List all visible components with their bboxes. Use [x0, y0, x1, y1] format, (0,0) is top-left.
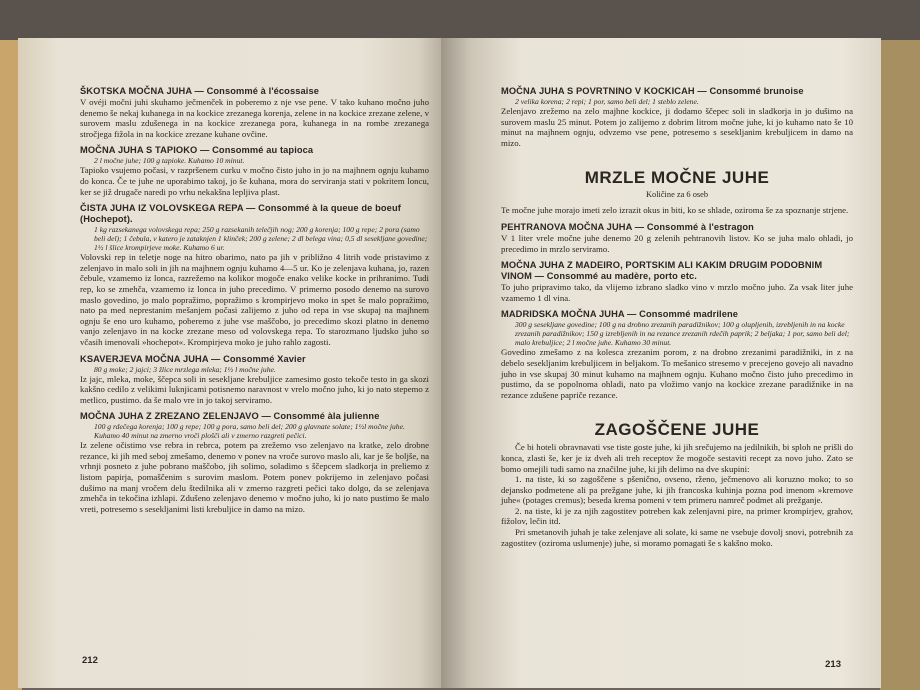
recipe-body: V ovéji močni juhi skuhamo ječmenček in poberemo z nje vse pene. V tako kuhano močno juho denemo še nekaj kuhanega in na kockice zrezanega korenja, zelene in na kockice zrezane zelene, v surovem maslu zdušenega in na kockice zrezanega pora, kuhanega in na rombe zrezanega stročjega fižola in na kockice zrezane kuhane ovčine. [80, 97, 429, 139]
recipe-body: Govedino zmešamo z na kolesca zrezanim porom, z na drobno zrezanimi paradižniki, in z na debelo sesekljanim krebuljicem in beljakom. To mešanico stresemo v precejeno govejo ali navadno juho in vse skupaj 30 minut kuhamo na majhnem ognju. Kuhano močno čisto juho precedimo in pustimo, da se popolnoma ohladi, nato pa vložimo vanjo na kockice zrezane paradižnike in na rezance zdušene papriče rezance. [501, 347, 853, 400]
recipe-body: V 1 liter vrele močne juhe denemo 20 g zelenih pehtranovih listov. Ko se juha malo ohladi, jo precedimo in mrzlo serviramo. [501, 232, 853, 254]
chapter-paragraph: Pri smetanovih juhah je take zelenjave ali solate, ki same ne vsebuje dovolj snovi, potrebnih za zagostitev (oziroma uslumenje) juhe, si moramo pomagati še s kakšno moko. [501, 527, 853, 548]
recipe-section [501, 260, 853, 303]
chapter-paragraph: Če bi hoteli obravnavati vse tiste goste juhe, ki jih srečujemo na jedilnikih, bi sploh ne prišli do konca, zlasti še, ker je iz dveh ali treh receptov že mogoče sestaviti recept za novo juho. Zato se bomo omejili tudi samo na značilne juhe, ki jih delimo na dve skupini: [501, 442, 853, 474]
recipe-section [501, 86, 853, 148]
recipe-ingredients: 100 g rdečega korenja; 100 g repe; 100 g pora, samo beli del; 200 g glavnate solate; 1½l močne juhe. Kuhamo 40 minut na zmerno vroči plošči ali v zmerno razgreti pečici. [94, 422, 405, 441]
recipe-section [80, 354, 429, 406]
recipe-section [501, 309, 853, 400]
recipe-body: Tapioko vsujemo počasi, v razpršenem curku v močno čisto juho in jo na majhnem ognju kuhamo do konca. Če te juhe ne uporabimo takoj, jo še kuhana, mora do serviranja stati v pokritem loncu, ker se již drugače naredi po vrhu nekakšna lepljiva plast. [80, 165, 429, 197]
recipe-heading: MOČNA JUHA S POVRTNINO V KOCKICAH — Consommé brunoise [501, 86, 804, 96]
recipe-section [501, 222, 853, 254]
chapter-title: ZAGOŠČENE JUHE [594, 420, 760, 440]
recipe-ingredients: 1 kg razsekanega volovskega repa; 250 g razsekanih telečjih nog; 200 g korenja; 100 g repe; 2 pora (samo beli del); 1 čebula, v katero je zataknjen 1 klinček; 200 g zelene; 2 dl belega vina; 0,5 dl sesekljane govedine; 1½ l šlice krompirjeve moke. Kuhamo 6 ur. [94, 225, 428, 253]
right-page [441, 38, 881, 688]
chapter-intro: Te močne juhe morajo imeti zelo izrazit okus in biti, ko se shlade, oziroma še za spoznanje strjene. [501, 205, 849, 216]
recipe-body: Volovski rep in teletje noge na hitro obarimo, nato pa jih v približno 4 litrih vode pristavimo z zelenjavo in malo soli in jih na majhnem ognju kuhamo 4—5 ur. Ko je zelenjava kuhana, jo, razen čebule, vzamemo iz lonca, razrežemo na kolikor mogoče enako velike kocke in prihranimo. Tudi rep, ko se zmehča, vzamemo iz lonca in juho precedimo. V primerno posodo denemo na surovo maslo govedino, jo malo popražimo, popražimo s krompirjevo moko in spet še malo popražimo, nato pa med neprestanim mešanjem počasi zalijemo z juho od repa in vse skupaj na majhnem ognju še eno uro kuhamo, poberemo z juhe vse maščobo, jo precedimo skozi platno in denemo vanjo zelenjavo in na kocke zrezane meso od volovskega repa. To starozmano ljudsko juho so včasih imenovali »hochepot«. Krompirjeva moko je juho rahlo zagosti. [80, 252, 429, 347]
recipe-ingredients: 2 l močne juhe; 100 g tapioke. Kuhamo 10 minut. [94, 156, 245, 166]
recipe-body: Zelenjavo zrežemo na zelo majhne kockice, ji dodamo ščepec soli in sladkorja in jo dušimo na surovem maslu 25 minut. Potem jo zalijemo z dobrim litrom močne juhe, ki jo kuhamo nato še 10 minut na majhnem ognju, odvzemo vse pene, potresemo s sesekljanim krebuljicem in damo na mizo. [501, 106, 853, 148]
recipe-body: Iz jajc, mleka, moke, ščepca soli in sesekljane krebuljice zamesimo gosto tekoče testo in ga skozi kakšno cedilo z velikimi luknjicami potisnemo naravnost v vrelo močno juho, ki jo nato stepemo z metlico, pustimo. da še malo vre in jo takoj serviramo. [80, 373, 429, 405]
chapter-subtitle: Količine za 6 oseb [645, 190, 709, 200]
recipe-heading: KSAVERJEVA MOČNA JUHA — Consommé Xavier [80, 353, 306, 364]
chapter-paragraph: 1. na tiste, ki so zagoščene s pšenično, ovseno, rženo, ječmenovo ali koruzno moko; to so dejansko podmetene ali pa prežgane juhe, ki jih francoska kuhinja pozna pod imenom »kremove juhe« (potages cremus); beseda krema pomeni v tem primeru namreč podmet ali prežganje. [501, 474, 853, 506]
recipe-section [80, 145, 429, 197]
recipe-heading: MOČNA JUHA Z MADEIRO, PORTSKIM ALI KAKIM DRUGIM PODOBNIM VINOM — Consommé au madère, porto etc. [501, 260, 823, 282]
left-page [18, 38, 443, 688]
chapter-title: MRZLE MOČNE JUHE [584, 168, 770, 188]
recipe-heading: MADRIDSKA MOČNA JUHA — Consommé madrilene [501, 309, 739, 320]
recipe-heading: MOČNA JUHA Z ZREZANO ZELENJAVO — Consommé àla julienne [80, 411, 380, 422]
recipe-ingredients: 2 velika korena; 2 repi; 1 por, samo beli del; 1 steblo zelene. [515, 97, 699, 106]
recipe-body: To juho pripravimo tako, da vlijemo izbrano sladko vino v mrzlo močno juho. Za vsak liter juhe vzamemo 1 dl vina. [501, 282, 853, 303]
recipe-section [80, 203, 429, 347]
recipe-heading: PEHTRANOVA MOČNA JUHA — Consommé à l'estragon [501, 221, 754, 232]
recipe-ingredients: 300 g sesekljane govedine; 100 g na drobno zrezanih paradižnikov; 100 g olupljenih, izrebljenih in na kocke zrezanih paradižnikov; 150 g izrebljenih in na rezance zrezanih rdečih paprik; 2 beljaka; 1 por, samo beli del; malo krebuljice; 2 l močne juhe. Kuhamo 30 minut. [515, 320, 850, 348]
page-number: 212 [82, 655, 98, 666]
recipe-heading: MOČNA JUHA S TAPIOKO — Consommé au tapioca [80, 145, 314, 156]
page-number: 213 [825, 659, 841, 670]
recipe-section [80, 411, 429, 514]
recipe-heading: ČISTA JUHA IZ VOLOVSKEGA REPA — Consommé à la queue de boeuf (Hochepot). [80, 203, 401, 225]
recipe-heading: ŠKOTSKA MOČNA JUHA — Consommé à l'écossaise [80, 86, 319, 96]
chapter-paragraph: 2. na tiste, ki je za njih zagostitev potreben kak zelenjavni pire, na primer krompirjev, grahov, fižolov, lečin itd. [501, 505, 853, 527]
recipe-section [80, 86, 429, 139]
background-top [0, 0, 920, 40]
book-cover-right-edge [880, 40, 920, 690]
recipe-ingredients: 80 g moke; 2 jajci; 3 žlice mrzlega mleka; 1½ l močne juhe. [94, 364, 276, 374]
recipe-body: Iz zelene očistimo vse rebra in rebrca, potem pa zrežemo vso zelenjavo na kratke, zelo drobne rezance, ki jih med seboj zmešamo, denemo v ponev na vroče surovo maslo ali, kar je še boljše, na vrhnji posneto z juhe pobrano maščobo, jih solimo, soladimo s ščepcem sladkorja in preliemo z listom papirja, pomaščenim s surovim maslom. Potem ponev pokrijemo in zelenjavo počasi dušimo na manj vročem delu štedilnika ali v zmerno razgreti pečici tako dolgo, da se zelenjava zmehča in tekočina izhlapi. Zdušeno zelenjavo denemo v močno juho, ki jo nato pustimo še malo vreti, potresemo s sesekljanimi listi krebuljice in damo na mizo. [80, 440, 429, 514]
